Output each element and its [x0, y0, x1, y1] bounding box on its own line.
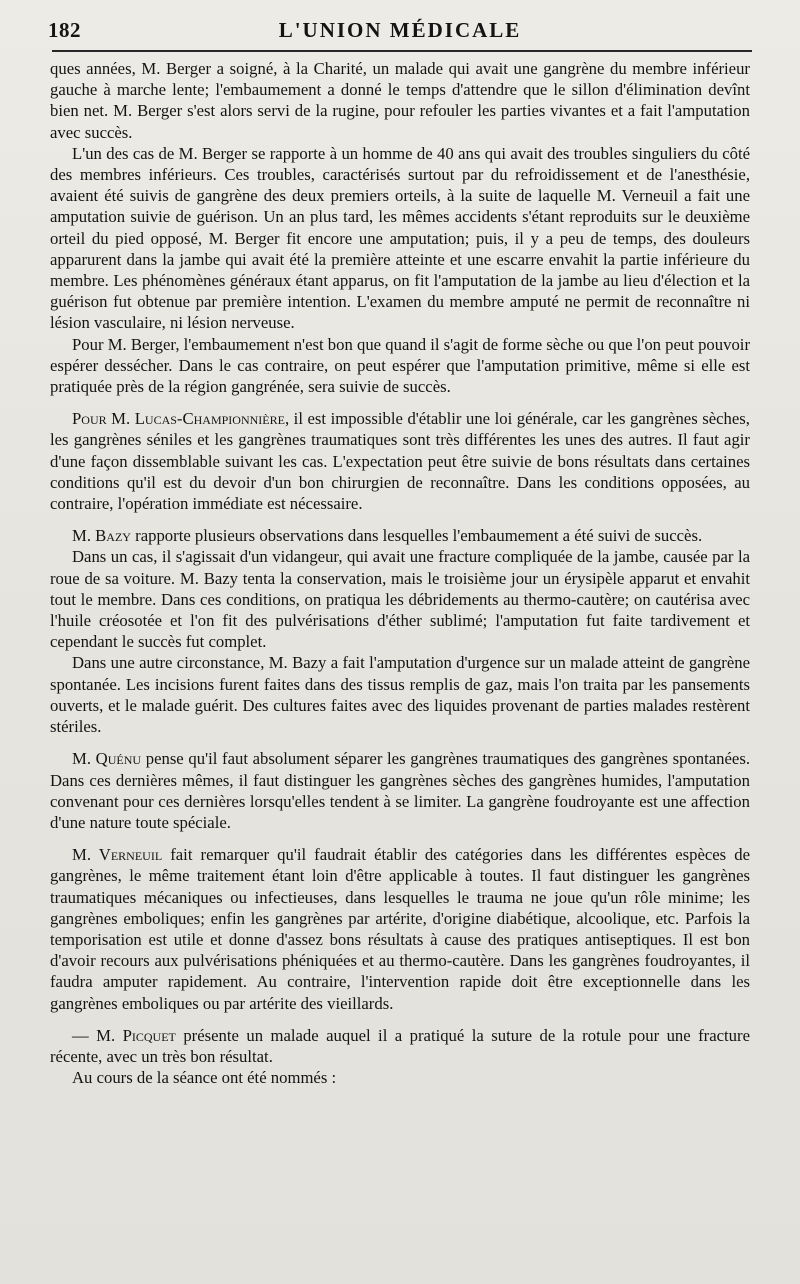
paragraph-11-text: Au cours de la séance ont été nommés :	[72, 1068, 337, 1088]
paragraph-3-text: Pour M. Berger, l'embaumement n'est bon que quand il s'agit de forme sèche ou que l'on peut pouvoir espérer dessécher. Dans le cas contraire, on peut espérer que l'amputation primitive, même si elle est pratiquée près de la région gangrénée, sera suivie de succès.	[50, 334, 750, 397]
page-header	[0, 0, 800, 58]
paragraph-6	[50, 546, 750, 652]
paragraph-10-text: présente un malade auquel il a pratiqué la suture de la rotule pour une fracture récente, avec un très bon résultat.	[50, 1025, 750, 1066]
running-title: L'UNION MÉDICALE	[278, 18, 522, 42]
speaker-quenu: M. Quénu	[72, 749, 142, 769]
paragraph-5	[50, 525, 750, 546]
paragraph-11	[50, 1067, 750, 1088]
paragraph-2	[50, 143, 750, 334]
paragraph-1-text: ques années, M. Berger a soigné, à la Charité, un malade qui avait une gangrène du membre inférieur gauche à marche lente; l'embaumement a donné le temps d'attendre que le sillon d'élimination devînt bien net. M. Berger s'est alors servi de la rugine, pour refouler les parties vivantes et a fait l'amputation avec succès.	[50, 59, 750, 142]
paragraph-8	[50, 748, 750, 833]
paragraph-2-text: L'un des cas de M. Berger se rapporte à un homme de 40 ans qui avait des troubles singuliers du côté des membres inférieurs. Ces troubles, caractérisés surtout par du refroidissement et de l'anesthésie, avaient été suivis de gangrène des deux premiers orteils, à la suite de laquelle M. Verneuil a fait une amputation suivie de guérison. Un an plus tard, les mêmes accidents s'étant reproduits sur le deuxième orteil du pied opposé, M. Berger fit encore une amputation; puis, il y a peu de temps, des douleurs apparurent dans la jambe qui avait été la première atteinte et une escarre envahit la partie inférieure du membre. Les phénomènes généraux étant apparus, on fit l'amputation de la jambe au lieu d'élection et la guérison fut obtenue par première intention. L'examen du membre amputé ne permit de reconnaître ni lésion vasculaire, ni lésion nerveuse.	[50, 143, 750, 333]
paragraph-8-text: pense qu'il faut absolument séparer les gangrènes traumatiques des gangrènes spontanées. Dans ces dernières mêmes, il faut distinguer les gangrènes sèches des gangrènes humides, l'amputation convenant pour ces dernières lorsqu'elles tendent à se limiter. La gangrène foudroyante est une affection d'une nature toute spéciale.	[50, 749, 751, 832]
paragraph-9-text: fait remarquer qu'il faudrait établir des catégories dans les différentes espèces de gangrènes, le même traitement étant loin d'être applicable à toutes. Il faut distinguer les gangrènes traumatiques mécaniques ou infectieuses, dans lesquelles le trauma ne joue qu'un rôle minime; les gangrènes emboliques; enfin les gangrènes par artérite, d'origine diabétique, alcoolique, etc. Parfois la temporisation est utile et donne d'assez bons résultats à cause des pratiques antiseptiques. Il est bon d'avoir recours aux pulvérisations phéniquées et au thermo-cautère. Dans les gangrènes foudroyantes, il faudra amputer rapidement. Au contraire, l'intervention rapide doit être exceptionnelle dans les gangrènes emboliques ou par artérite des vieillards.	[50, 845, 750, 1013]
speaker-bazy: M. Bazy	[72, 526, 131, 546]
article-body	[50, 58, 750, 1268]
speaker-picquet: — M. Picquet	[72, 1025, 176, 1045]
paragraph-9	[50, 844, 750, 1014]
paragraph-10	[50, 1025, 750, 1067]
speaker-verneuil: M. Verneuil	[72, 845, 163, 865]
page-number: 182	[48, 18, 81, 42]
paragraph-3	[50, 334, 750, 398]
paragraph-4	[50, 408, 750, 514]
speaker-lucas-championniere: Pour M. Lucas-Championnière	[72, 409, 285, 429]
paragraph-6-text: Dans un cas, il s'agissait d'un vidangeur, qui avait une fracture compliquée de la jambe, causée par la roue de sa voiture. M. Bazy tenta la conservation, mais le troisième jour un érysipèle apparut et envahit tout le membre. Dans ces conditions, on pratiqua les débridements au thermo-cautère; on cautérisa avec l'huile créosotée et l'on fit des pulvérisations d'éther sublimé; l'amputation fut faite tardivement et cependant le succès fut complet.	[50, 547, 750, 652]
paragraph-1	[50, 58, 750, 143]
header-rule	[52, 50, 752, 52]
paragraph-5-text: rapporte plusieurs observations dans lesquelles l'embaumement a été suivi de succès.	[130, 526, 703, 546]
paragraph-4-text: , il est impossible d'établir une loi générale, car les gangrènes sèches, les gangrènes séniles et les gangrènes traumatiques sont très différentes les unes des autres. Il faut agir d'une façon dissemblable suivant les cas. L'expectation peut être suivie de bons résultats dans certaines conditions qu'il est du devoir d'un bon chirurgien de reconnaître. Dans les conditions opposées, au contraire, l'opération immédiate est nécessaire.	[50, 409, 750, 514]
paragraph-7-text: Dans une autre circonstance, M. Bazy a fait l'amputation d'urgence sur un malade atteint de gangrène spontanée. Les incisions furent faites dans des tissus remplis de gaz, mais l'on traita par les pansements ouverts, et le malade guérit. Des cultures faites avec des liquides provenant de parties malades restèrent stériles.	[50, 653, 750, 737]
paragraph-7	[50, 652, 750, 737]
